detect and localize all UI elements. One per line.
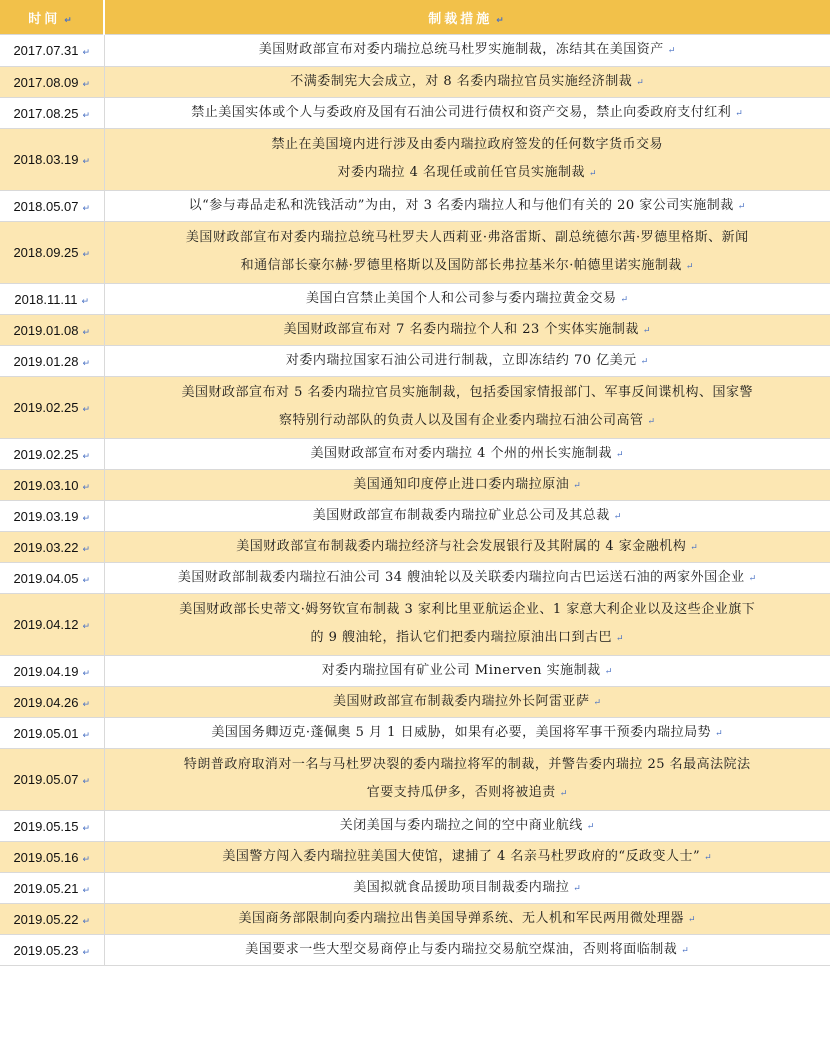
measure-line (105, 379, 830, 407)
table-row (0, 501, 830, 532)
measure-text: 美国国务卿迈克·蓬佩奥 5 月 1 日威胁，如果有必要，美国将军事干预委内瑞拉局势 (211, 724, 712, 740)
measure-cell (104, 873, 830, 904)
date-text: 2019.05.15 (13, 818, 79, 834)
measure-line (105, 407, 830, 436)
measure-text: 美国财政部制裁委内瑞拉石油公司 34 艘油轮以及关联委内瑞拉向古巴运送石油的两家外国企业 (177, 569, 745, 585)
measure-line (105, 316, 830, 345)
measure-text: 以“参与毒品走私和洗钱活动”为由，对 3 名委内瑞拉人和与他们有关的 20 家公司实施制裁 (188, 197, 734, 213)
paragraph-mark-icon: ↵ (82, 822, 91, 833)
measure-text: 特朗普政府取消对一名与马杜罗决裂的委内瑞拉将军的制裁，并警告委内瑞拉 25 名最高法院法 (183, 757, 751, 772)
paragraph-mark-icon: ↵ (82, 481, 91, 492)
date-text: 2019.01.08 (13, 322, 79, 338)
measure-text: 对委内瑞拉国有矿业公司 Minerven 实施制裁 (321, 662, 601, 678)
table-row (0, 98, 830, 129)
measure-cell (104, 191, 830, 222)
date-cell (0, 687, 104, 718)
paragraph-mark-icon: ↵ (82, 357, 91, 368)
paragraph-mark-icon: ↵ (737, 201, 746, 212)
measure-text: 美国拟就食品援助项目制裁委内瑞拉 (353, 879, 570, 895)
measure-cell (104, 98, 830, 129)
measure-text: 对委内瑞拉 4 名现任或前任官员实施制裁 (337, 165, 585, 180)
date-cell (0, 718, 104, 749)
table-row (0, 191, 830, 222)
table-header-row (0, 0, 830, 35)
table-row (0, 811, 830, 842)
measure-line (105, 159, 830, 188)
date-cell (0, 346, 104, 377)
measure-line (105, 192, 830, 221)
date-cell (0, 129, 104, 191)
paragraph-mark-icon: ↵ (748, 573, 757, 584)
measure-cell (104, 67, 830, 98)
paragraph-mark-icon: ↵ (82, 47, 91, 57)
measure-line (105, 440, 830, 469)
paragraph-mark-icon: ↵ (573, 480, 582, 491)
measure-line (105, 502, 830, 531)
column-header-time (0, 0, 104, 35)
date-text: 2019.05.01 (13, 725, 79, 741)
measure-cell (104, 470, 830, 501)
measure-text: 美国白宫禁止美国个人和公司参与委内瑞拉黄金交易 (305, 290, 617, 306)
paragraph-mark-icon: ↵ (559, 789, 568, 799)
measure-line (105, 36, 830, 65)
date-cell (0, 532, 104, 563)
date-cell (0, 439, 104, 470)
paragraph-mark-icon: ↵ (82, 946, 91, 957)
date-cell (0, 315, 104, 346)
table-row (0, 873, 830, 904)
measure-line (105, 812, 830, 841)
table-row (0, 284, 830, 315)
table-row (0, 749, 830, 811)
measure-text: 和通信部长豪尔赫·罗德里格斯以及国防部长弗拉基米尔·帕德里诺实施制裁 (240, 258, 682, 273)
paragraph-mark-icon: ↵ (573, 883, 582, 894)
paragraph-mark-icon: ↵ (681, 945, 690, 956)
paragraph-mark-icon: ↵ (82, 698, 91, 709)
measure-line (105, 657, 830, 686)
measure-line (105, 751, 830, 779)
measure-cell (104, 222, 830, 284)
measure-text: 美国财政部宣布制裁委内瑞拉经济与社会发展银行及其附属的 4 家金融机构 (236, 538, 687, 554)
paragraph-mark-icon: ↵ (586, 821, 595, 832)
measure-cell (104, 563, 830, 594)
measure-cell (104, 501, 830, 532)
paragraph-mark-icon: ↵ (81, 295, 90, 306)
date-text: 2019.01.28 (13, 353, 79, 369)
measure-text: 美国财政部宣布制裁委内瑞拉矿业总公司及其总裁 (312, 507, 610, 523)
measure-text: 的 9 艘油轮，指认它们把委内瑞拉原油出口到古巴 (310, 630, 612, 645)
measure-cell (104, 439, 830, 470)
date-cell (0, 935, 104, 966)
measure-cell (104, 842, 830, 873)
measure-line (105, 688, 830, 717)
table-row (0, 842, 830, 873)
measure-text: 禁止美国实体或个人与委政府及国有石油公司进行债权和资产交易，禁止向委政府支付红利 (191, 104, 732, 120)
table-row (0, 346, 830, 377)
date-text: 2017.08.09 (13, 74, 79, 90)
paragraph-mark-icon: ↵ (82, 249, 91, 259)
measure-cell (104, 284, 830, 315)
measure-text: 美国财政部宣布制裁委内瑞拉外长阿雷亚萨 (332, 693, 590, 709)
measure-text: 官要支持瓜伊多，否则将被追责 (366, 785, 556, 800)
measure-cell (104, 656, 830, 687)
table-row (0, 35, 830, 67)
date-text: 2019.02.25 (13, 400, 79, 415)
table-row (0, 904, 830, 935)
paragraph-mark-icon: ↵ (82, 884, 91, 895)
measure-text: 美国商务部限制向委内瑞拉出售美国导弹系统、无人机和军民两用微处理器 (238, 910, 684, 926)
date-text: 2019.04.26 (13, 694, 79, 710)
paragraph-mark-icon: ↵ (715, 728, 724, 739)
measure-cell (104, 687, 830, 718)
measure-cell (104, 129, 830, 191)
table-row (0, 532, 830, 563)
measure-line (105, 564, 830, 593)
paragraph-mark-icon: ↵ (616, 634, 625, 644)
date-cell (0, 35, 104, 67)
paragraph-mark-icon: ↵ (82, 78, 91, 89)
date-text: 2018.09.25 (13, 245, 79, 260)
date-cell (0, 811, 104, 842)
paragraph-mark-icon: ↵ (82, 202, 91, 213)
measure-text: 美国通知印度停止进口委内瑞拉原油 (353, 476, 570, 492)
measure-cell (104, 315, 830, 346)
date-cell (0, 191, 104, 222)
date-text: 2019.03.10 (13, 477, 79, 493)
measure-line (105, 285, 830, 314)
measure-text: 美国财政部长史蒂文·姆努钦宣布制裁 3 家利比里亚航运企业、1 家意大利企业以及这些企业旗下 (179, 602, 756, 617)
table-row (0, 594, 830, 656)
measure-text: 美国财政部宣布对委内瑞拉总统马杜罗实施制裁，冻结其在美国资产 (258, 42, 664, 57)
date-cell (0, 67, 104, 98)
measure-text: 美国财政部宣布对 7 名委内瑞拉个人和 23 个实体实施制裁 (283, 321, 639, 337)
date-text: 2019.03.22 (13, 539, 79, 555)
date-cell (0, 563, 104, 594)
paragraph-mark-icon: ↵ (82, 915, 91, 926)
date-text: 2018.11.11 (14, 291, 78, 307)
measure-line (105, 905, 830, 934)
table-row (0, 377, 830, 439)
paragraph-mark-icon: ↵ (82, 326, 91, 337)
paragraph-mark-icon: ↵ (82, 404, 91, 414)
measure-line (105, 874, 830, 903)
measure-line (105, 624, 830, 653)
date-text: 2019.05.23 (13, 942, 79, 958)
date-cell (0, 656, 104, 687)
paragraph-mark-icon: ↵ (636, 77, 645, 88)
date-text: 2017.08.25 (13, 105, 79, 121)
date-cell (0, 842, 104, 873)
date-text: 2019.05.16 (13, 849, 79, 865)
header-measures-label: 制裁措施 (428, 11, 493, 27)
measure-line (105, 347, 830, 376)
paragraph-mark-icon: ↵ (613, 511, 622, 522)
date-cell (0, 904, 104, 935)
date-cell (0, 470, 104, 501)
column-header-measures (104, 0, 830, 35)
measure-line (105, 843, 830, 872)
paragraph-mark-icon: ↵ (685, 262, 694, 272)
measure-cell (104, 749, 830, 811)
paragraph-mark-icon: ↵ (82, 729, 91, 740)
date-text: 2019.04.12 (13, 617, 79, 632)
measure-cell (104, 718, 830, 749)
measure-cell (104, 904, 830, 935)
table-row (0, 67, 830, 98)
measure-line (105, 224, 830, 252)
date-cell (0, 501, 104, 532)
date-text: 2018.05.07 (13, 198, 79, 214)
measure-text: 不满委制宪大会成立，对 8 名委内瑞拉官员实施经济制裁 (290, 73, 633, 89)
paragraph-mark-icon: ↵ (82, 776, 91, 786)
measure-line (105, 596, 830, 624)
measure-line (105, 99, 830, 128)
date-cell (0, 222, 104, 284)
measure-text: 美国财政部宣布对委内瑞拉 4 个州的州长实施制裁 (310, 445, 612, 461)
date-cell (0, 873, 104, 904)
measure-cell (104, 35, 830, 67)
measure-text: 美国财政部宣布对委内瑞拉总统马杜罗夫人西莉亚·弗洛雷斯、副总统德尔茜·罗德里格斯、新闻 (185, 230, 749, 245)
date-text: 2019.04.05 (13, 570, 79, 586)
date-text: 2019.05.07 (13, 772, 79, 787)
table-row (0, 129, 830, 191)
paragraph-mark-icon: ↵ (640, 356, 649, 367)
measure-line (105, 936, 830, 965)
date-text: 2019.03.19 (13, 508, 79, 524)
table-body (0, 35, 830, 966)
date-text: 2019.04.19 (13, 663, 79, 679)
paragraph-mark-icon: ↵ (589, 169, 598, 179)
measure-cell (104, 811, 830, 842)
paragraph-mark-icon: ↵ (616, 449, 625, 460)
table-row (0, 656, 830, 687)
table-row (0, 470, 830, 501)
paragraph-mark-icon: ↵ (82, 621, 91, 631)
table-row (0, 718, 830, 749)
measure-line (105, 533, 830, 562)
paragraph-mark-icon: ↵ (82, 853, 91, 864)
paragraph-mark-icon: ↵ (620, 294, 629, 305)
measure-text: 美国警方闯入委内瑞拉驻美国大使馆，逮捕了 4 名亲马杜罗政府的“反政变人士” (222, 848, 701, 864)
table-row (0, 439, 830, 470)
date-cell (0, 594, 104, 656)
date-cell (0, 98, 104, 129)
date-text: 2019.05.22 (13, 911, 79, 927)
date-cell (0, 284, 104, 315)
table-row (0, 687, 830, 718)
measure-cell (104, 346, 830, 377)
measure-cell (104, 935, 830, 966)
table-row (0, 935, 830, 966)
paragraph-mark-icon: ↵ (690, 542, 699, 553)
paragraph-mark-icon: ↵ (593, 697, 602, 708)
measure-line (105, 252, 830, 281)
measure-line (105, 471, 830, 500)
paragraph-mark-icon: ↵ (64, 15, 75, 26)
measure-text: 察特别行动部队的负责人以及国有企业委内瑞拉石油公司高管 (278, 413, 644, 428)
date-text: 2019.05.21 (13, 880, 79, 896)
measure-cell (104, 377, 830, 439)
measure-line (105, 131, 830, 159)
paragraph-mark-icon: ↵ (735, 108, 744, 119)
measure-text: 对委内瑞拉国家石油公司进行制裁，立即冻结约 70 亿美元 (285, 352, 637, 368)
date-cell (0, 377, 104, 439)
measure-text: 关闭美国与委内瑞拉之间的空中商业航线 (339, 817, 583, 833)
date-text: 2018.03.19 (13, 152, 79, 167)
table-row (0, 563, 830, 594)
measure-text: 禁止在美国境内进行涉及由委内瑞拉政府签发的任何数字货币交易 (271, 137, 663, 152)
paragraph-mark-icon: ↵ (82, 109, 91, 120)
measure-line (105, 719, 830, 748)
table-row (0, 222, 830, 284)
paragraph-mark-icon: ↵ (647, 417, 656, 427)
measure-cell (104, 594, 830, 656)
paragraph-mark-icon: ↵ (82, 667, 91, 678)
table-row (0, 315, 830, 346)
measure-text: 美国要求一些大型交易商停止与委内瑞拉交易航空煤油，否则将面临制裁 (245, 941, 678, 957)
measure-text: 美国财政部宣布对 5 名委内瑞拉官员实施制裁，包括委国家情报部门、军事反间谍机构、国家警 (181, 385, 754, 400)
paragraph-mark-icon: ↵ (496, 15, 507, 26)
paragraph-mark-icon: ↵ (642, 325, 651, 336)
paragraph-mark-icon: ↵ (82, 450, 91, 461)
measure-line (105, 779, 830, 808)
paragraph-mark-icon: ↵ (82, 543, 91, 554)
paragraph-mark-icon: ↵ (604, 666, 613, 677)
paragraph-mark-icon: ↵ (82, 156, 91, 166)
date-text: 2019.02.25 (13, 446, 79, 462)
header-time-label: 时间 (28, 11, 61, 27)
paragraph-mark-icon: ↵ (82, 512, 91, 523)
paragraph-mark-icon: ↵ (667, 46, 676, 56)
date-cell (0, 749, 104, 811)
paragraph-mark-icon: ↵ (704, 852, 713, 863)
measure-line (105, 68, 830, 97)
date-text: 2017.07.31 (13, 43, 79, 58)
measure-cell (104, 532, 830, 563)
paragraph-mark-icon: ↵ (82, 574, 91, 585)
paragraph-mark-icon: ↵ (687, 914, 697, 925)
